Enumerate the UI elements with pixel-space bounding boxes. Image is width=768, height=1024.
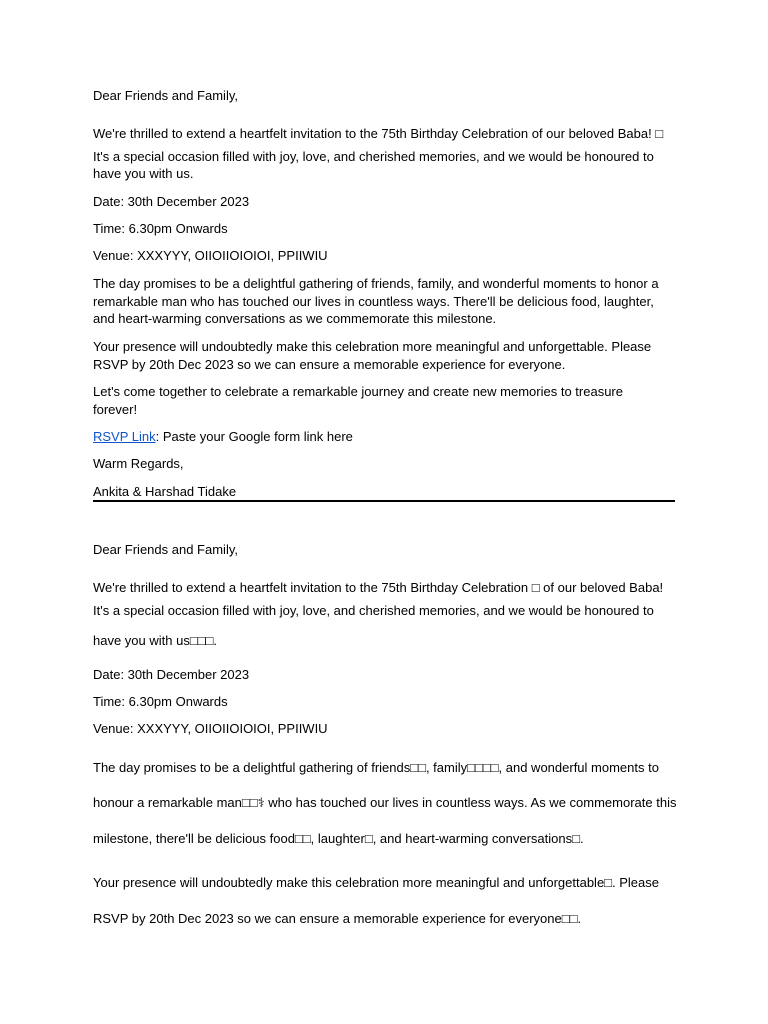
letter2-intro-line2: It's a special occasion filled with joy, love, and cherished memories, and we would be honoured to [93,603,654,618]
letter1-intro-line3: have you with us. [93,166,194,181]
rsvp-link-text: : Paste your Google form link here [155,429,353,444]
letter1-para1-line3: and heart-warming conversations as we commemorate this milestone. [93,311,497,326]
letter2-para1-line1: The day promises to be a delightful gathering of friends□□, family□□□□, and wonderful moments to [93,760,659,775]
letter1-time: Time: 6.30pm Onwards [93,221,228,236]
section-divider [93,500,675,502]
letter1-intro-line1: We're thrilled to extend a heartfelt invitation to the 75th Birthday Celebration of our beloved Baba! □ [93,126,664,141]
letter1-date: Date: 30th December 2023 [93,194,250,209]
letter1-para3-line1: Let's come together to celebrate a remarkable journey and create new memories to treasure [93,384,623,399]
letter1-rsvp-line [93,429,353,445]
letter2-para2-line1: Your presence will undoubtedly make this celebration more meaningful and unforgettable□. Please [93,875,659,890]
letter2-greeting: Dear Friends and Family, [93,542,238,557]
letter2-intro-line3: have you with us□□□. [93,633,218,648]
letter1-greeting: Dear Friends and Family, [93,88,238,103]
letter1-para1-line2: remarkable man who has touched our lives in countless ways. There'll be delicious food, laughter, [93,294,654,309]
letter2-date: Date: 30th December 2023 [93,667,250,682]
letter1-para2-line2: RSVP by 20th Dec 2023 so we can ensure a memorable experience for everyone. [93,357,566,372]
letter2-venue: Venue: XXXYYY, OIIOIIOIOIOI, PPIIWIU [93,721,328,736]
letter2-intro-line1: We're thrilled to extend a heartfelt invitation to the 75th Birthday Celebration □ of our beloved Baba! [93,580,664,595]
rsvp-link[interactable]: RSVP Link [93,429,156,444]
letter1-para3-line2: forever! [93,402,138,417]
letter2-para1-line2: honour a remarkable man□□⚕ who has touched our lives in countless ways. As we commemorate this [93,795,677,810]
letter1-para2-line1: Your presence will undoubtedly make this celebration more meaningful and unforgettable. Please [93,339,652,354]
letter2-para1-line3: milestone, there'll be delicious food□□, laughter□, and heart-warming conversations□. [93,831,584,846]
letter1-intro-line2: It's a special occasion filled with joy, love, and cherished memories, and we would be honoured to [93,149,654,164]
letter1-venue: Venue: XXXYYY, OIIOIIOIOIOI, PPIIWIU [93,248,328,263]
letter1-para1-line1: The day promises to be a delightful gathering of friends, family, and wonderful moments to honor a [93,276,659,291]
letter2-time: Time: 6.30pm Onwards [93,694,228,709]
letter2-para2-line2: RSVP by 20th Dec 2023 so we can ensure a memorable experience for everyone□□. [93,911,582,926]
letter1-closing: Warm Regards, [93,456,184,471]
letter1-signature: Ankita & Harshad Tidake [93,484,237,499]
